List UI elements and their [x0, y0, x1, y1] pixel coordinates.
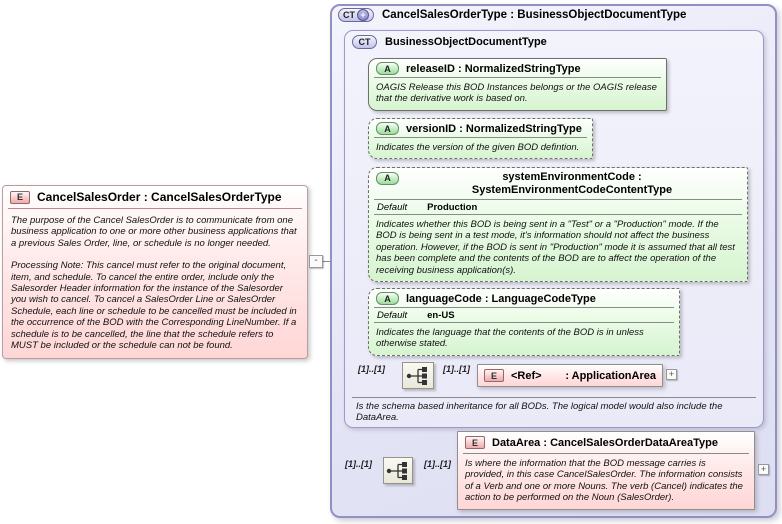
attribute-title: languageCode : LanguageCodeType: [406, 292, 596, 305]
element-box-dataarea[interactable]: [457, 431, 755, 510]
element-icon: E: [484, 369, 504, 382]
attribute-box-versionid[interactable]: [368, 118, 593, 159]
default-label: Default: [377, 310, 408, 321]
attribute-box-systemenvironmentcode[interactable]: [368, 167, 748, 282]
attribute-doc: Indicates whether this BOD is being sent in a "Test" or a "Production" mode. If the BOD is being sent in a test mode, it's information should not affect the business operation. However, if the BOD is sent in "Production" mode it is assumed that all test has been complete and the contents of the BOD are to affect the operation of the receiving business application(s).: [376, 219, 735, 276]
default-row: [369, 200, 747, 214]
element-header[interactable]: [458, 432, 754, 453]
attribute-title: systemEnvironmentCode : SystemEnvironmentCodeContentType: [471, 171, 673, 196]
element-header[interactable]: [478, 365, 662, 386]
attribute-header[interactable]: [369, 168, 747, 199]
multiplicity-label: [1]..[1]: [358, 364, 385, 374]
base-type-doc: Is the schema based inheritance for all BODs. The logical model would also include the DataArea.: [356, 401, 723, 424]
sequence-icon[interactable]: [402, 362, 434, 389]
multiplicity-label: [1]..[1]: [424, 459, 451, 469]
element-title: DataArea : CancelSalesOrderDataAreaType: [492, 436, 719, 449]
multiplicity-label: [1]..[1]: [443, 364, 470, 374]
attribute-icon: A: [376, 172, 399, 185]
attribute-title: releaseID : NormalizedStringType: [406, 62, 581, 75]
element-doc: Is where the information that the BOD message carries is provided, in this case CancelSalesOrder. The information consists of a Verb and one or more Nouns. The verb (Cancel) indicates the action to be performed on the Noun (SalesOrder).: [465, 458, 743, 504]
default-label: Default: [377, 202, 408, 213]
attribute-doc: OAGIS Release this BOD Instances belongs or the OAGIS release that the derivative work is based on.: [376, 82, 657, 105]
attribute-header[interactable]: [369, 119, 592, 137]
attribute-box-releaseid[interactable]: [368, 58, 667, 111]
divider: [352, 397, 756, 398]
element-title: CancelSalesOrder : CancelSalesOrderType: [37, 190, 282, 204]
element-doc-paragraph: The purpose of the Cancel SalesOrder is to communicate from one business application to one or more other business applications that a previous Sales Order, line, or schedule is no longer needed.: [11, 215, 297, 249]
element-doc-paragraph: Processing Note: This cancel must refer to the original document, item, and schedule. To cancel the entire order, include only the Salesorder Header information for the instance of the Salesorder you wish to cancel. To cancel a SalesOrder Line or SalesOrder Schedule, each line or schedule to be cancelled must be included in the occurrence of the BOD with the Corresponding LineNumber. If a schedule is to be cancelled, the line that the schedule refers to MUST be included or the schedule can not be found.: [11, 260, 297, 352]
default-value: Production: [427, 202, 478, 213]
complex-type-icon: [338, 8, 374, 22]
base-type-header[interactable]: [352, 35, 547, 49]
plus-circle-icon: +: [357, 9, 369, 21]
attribute-doc: Indicates the version of the given BOD defintion.: [376, 142, 580, 153]
attribute-doc: Indicates the language that the contents of the BOD is in unless otherwise stated.: [376, 327, 644, 350]
element-type-label: : ApplicationArea: [565, 369, 656, 382]
base-type-title: BusinessObjectDocumentType: [385, 36, 547, 48]
collapse-button[interactable]: -: [309, 255, 323, 268]
element-icon: E: [465, 436, 485, 449]
sequence-icon[interactable]: [383, 457, 413, 484]
attribute-header[interactable]: [369, 289, 679, 307]
attribute-title: versionID : NormalizedStringType: [406, 122, 582, 135]
element-icon: E: [10, 191, 30, 204]
multiplicity-label: [1]..[1]: [345, 459, 372, 469]
attribute-icon: A: [376, 62, 399, 75]
default-value: en-US: [427, 310, 455, 321]
expand-button[interactable]: +: [758, 464, 769, 475]
sequence-glyph: [385, 460, 411, 482]
complex-type-icon: CT: [352, 35, 377, 49]
attribute-icon: A: [376, 122, 399, 135]
element-header[interactable]: [3, 186, 307, 208]
element-box-cancelsalesorder[interactable]: [2, 185, 308, 359]
attribute-box-languagecode[interactable]: [368, 288, 680, 356]
complex-type-header[interactable]: [338, 8, 686, 22]
default-row: [369, 308, 679, 322]
complex-type-title: CancelSalesOrderType : BusinessObjectDocumentType: [382, 9, 687, 21]
complex-type-icon-label: CT: [343, 10, 355, 20]
element-box-applicationarea[interactable]: [477, 364, 663, 387]
expand-button[interactable]: +: [666, 369, 677, 380]
sequence-glyph: [405, 365, 431, 387]
element-ref-label: <Ref>: [511, 369, 542, 382]
attribute-icon: A: [376, 292, 399, 305]
attribute-header[interactable]: [369, 59, 666, 77]
